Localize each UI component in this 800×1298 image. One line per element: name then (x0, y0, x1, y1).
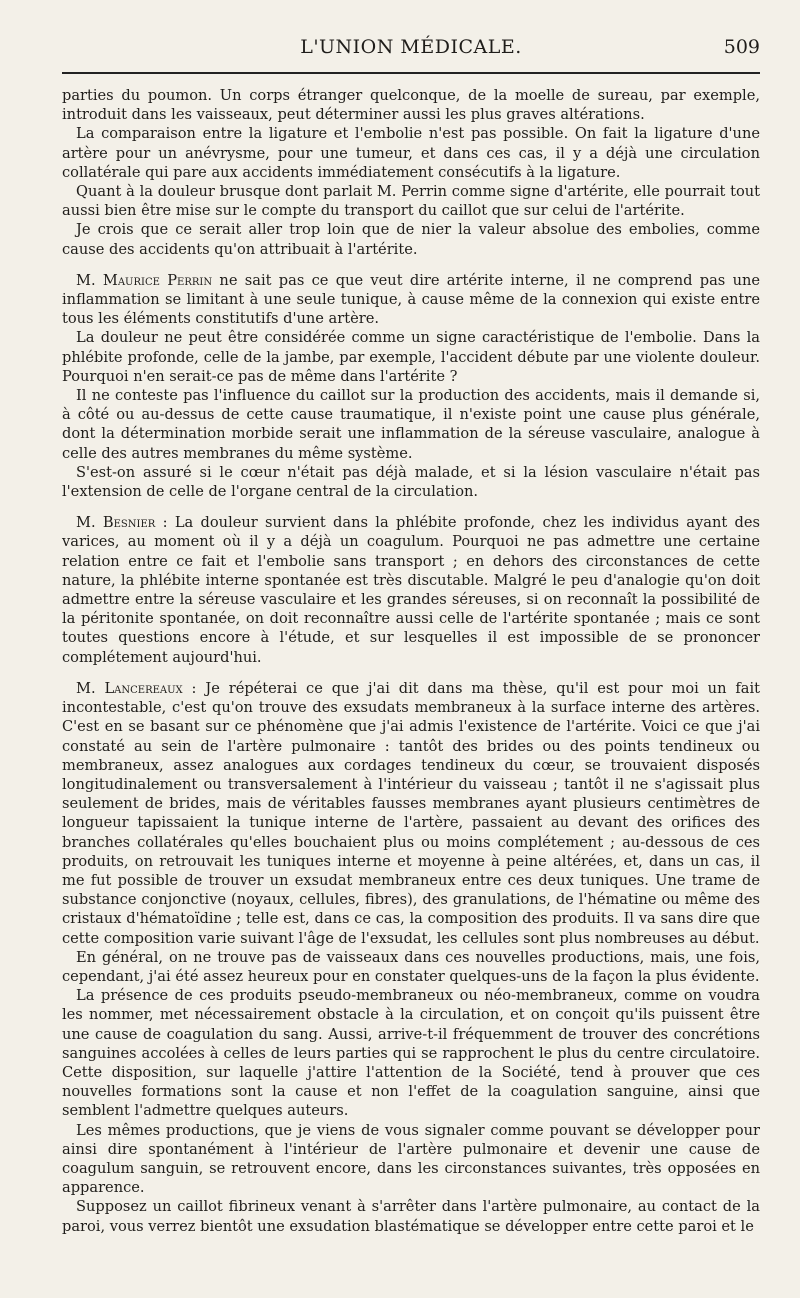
paragraph-text: Supposez un caillot fibrineux venant à s'arrêter dans l'artère pulmonaire, au contact de la paroi, vous verrez bientôt une exsudation blastématique se développer entre cette paroi et le (62, 1198, 760, 1235)
paragraph-text: La présence de ces produits pseudo-membraneux ou néo-membraneux, comme on voudra les nommer, met nécessairement obstacle à la circulation, et on conçoit qu'ils puissent être une cause de coagulation du sang. Aussi, arrive-t-il fréquemment de trouver des concrétions sanguines accolées à celles de leurs parties qui se rapprochent le plus du centre circulatoire. Cette disposition, sur laquelle j'attire l'attention de la Société, tend à prouver que ces nouvelles formations sont la cause et non l'effet de la coagulation sanguine, ainsi que semblent l'admettre quelques auteurs. (62, 987, 760, 1120)
paragraph (62, 124, 760, 182)
paragraph (62, 679, 760, 948)
page-number: 509 (723, 36, 760, 58)
paragraph-text: En général, on ne trouve pas de vaisseaux dans ces nouvelles productions, mais, une fois, cependant, j'ai été assez heureux pour en constater quelques-uns de la façon la plus évidente. (62, 948, 760, 985)
paragraph (62, 86, 760, 124)
paragraph (62, 986, 760, 1120)
paragraph-text: Je crois que ce serait aller trop loin que de nier la valeur absolue des embolies, comme cause des accidents qu'on attribuait à l'artérite. (62, 221, 760, 258)
page-header (62, 36, 760, 66)
paragraph (62, 1197, 760, 1235)
paragraph (62, 948, 760, 986)
speaker-name: M. Besnier : (76, 514, 168, 532)
paragraph-text: Quant à la douleur brusque dont parlait M. Perrin comme signe d'artérite, elle pourrait tout aussi bien être mise sur le compte du transport du caillot que sur celui de l'artérite. (62, 183, 760, 220)
paragraph (62, 513, 760, 667)
speaker-name: M. Lancereaux : (76, 679, 197, 697)
paragraph (62, 182, 760, 220)
paragraph-text: La douleur survient dans la phlébite profonde, chez les individus ayant des varices, au moment où il y a déjà un coagulum. Pourquoi ne pas admettre une certaine relation entre ce fait et l'embolie sans transport ; en dehors des circonstances de cette nature, la phlébite interne spontanée est très discutable. Malgré le peu d'analogie qu'on doit admettre entre la séreuse vasculaire et les grandes séreuses, si on reconnaît la possibilité de la péritonite spontanée, on doit reconnaître aussi celle de l'artérite spontanée ; mais ce sont toutes questions encore à l'étude, et sur lesquelles il est impossible de se prononcer complétement aujourd'hui. (62, 514, 760, 666)
paragraph-text: La douleur ne peut être considérée comme un signe caractéristique de l'embolie. Dans la phlébite profonde, celle de la jambe, par exemple, l'accident débute par une violente douleur. Pourquoi n'en serait-ce pas de même dans l'artérite ? (62, 329, 760, 385)
paragraph (62, 220, 760, 258)
paragraph-text: Les mêmes productions, que je viens de vous signaler comme pouvant se développer pour ainsi dire spontanément à l'intérieur de l'artère pulmonaire et devenir une cause de coagulum sanguin, se retrouvent encore, dans les circonstances suivantes, très opposées en apparence. (62, 1121, 760, 1197)
paragraph (62, 463, 760, 501)
body-text (62, 86, 760, 1236)
header-rule (62, 72, 760, 74)
paragraph (62, 271, 760, 329)
paragraph-text: Je répéterai ce que j'ai dit dans ma thèse, qu'il est pour moi un fait incontestable, c'est qu'on trouve des exsudats membraneux à la surface interne des artères. C'est en se basant sur ce phénomène que j'ai admis l'existence de l'artérite. Voici ce que j'ai constaté au sein de l'artère pulmonaire : tantôt des brides ou des points tendineux ou membraneux, assez analogues aux cordages tendineux du cœur, se trouvaient disposés longitudinalement ou transversalement à l'intérieur du vaisseau ; tantôt il ne s'agissait plus seulement de brides, mais de véritables fausses membranes ayant plusieurs centimètres de longueur tapissaient la tunique interne de l'artère, passaient au devant des orifices des branches collatérales qu'elles bouchaient plus ou moins complétement ; au-dessous de ces produits, on retrouvait les tuniques interne et moyenne à peine altérées, et, dans un cas, il me fut possible de trouver un exsudat membraneux entre ces deux tuniques. Une trame de substance conjonctive (noyaux, cellules, fibres), des granulations, de l'hématine ou même des cristaux d'hématoïdine ; telle est, dans ce cas, la composition des produits. Il va sans dire que cette composition varie suivant l'âge de l'exsudat, les cellules sont plus nombreuses au début. (62, 679, 760, 947)
speaker-name: M. Maurice Perrin (76, 271, 213, 289)
paragraph (62, 1121, 760, 1198)
paragraph-text: La comparaison entre la ligature et l'embolie n'est pas possible. On fait la ligature d'une artère pour un anévrysme, pour une tumeur, et dans ces cas, il y a déjà une circulation collatérale qui pare aux accidents immédiatement consécutifs à la ligature. (62, 125, 760, 181)
paragraph-text: S'est-on assuré si le cœur n'était pas déjà malade, et si la lésion vasculaire n'était pas l'extension de celle de l'organe central de la circulation. (62, 463, 760, 501)
running-title: L'UNION MÉDICALE. (300, 36, 522, 58)
paragraph (62, 328, 760, 386)
paragraph-text: parties du poumon. Un corps étranger quelconque, de la moelle de sureau, par exemple, introduit dans les vaisseaux, peut déterminer aussi les plus graves altérations. (62, 87, 760, 124)
paragraph (62, 386, 760, 463)
paragraph-text: Il ne conteste pas l'influence du caillot sur la production des accidents, mais il demande si, à côté ou au-dessus de cette cause traumatique, il n'existe point une cause plus générale, dont la détermination morbide serait une inflammation de la séreuse vasculaire, analogue à celle des autres membranes du même système. (62, 387, 760, 462)
paragraph-text: ne sait pas ce que veut dire artérite interne, il ne comprend pas une inflammation se limitant à une seule tunique, à cause même de la connexion qui existe entre tous les éléments constitutifs d'une artère. (62, 271, 761, 328)
